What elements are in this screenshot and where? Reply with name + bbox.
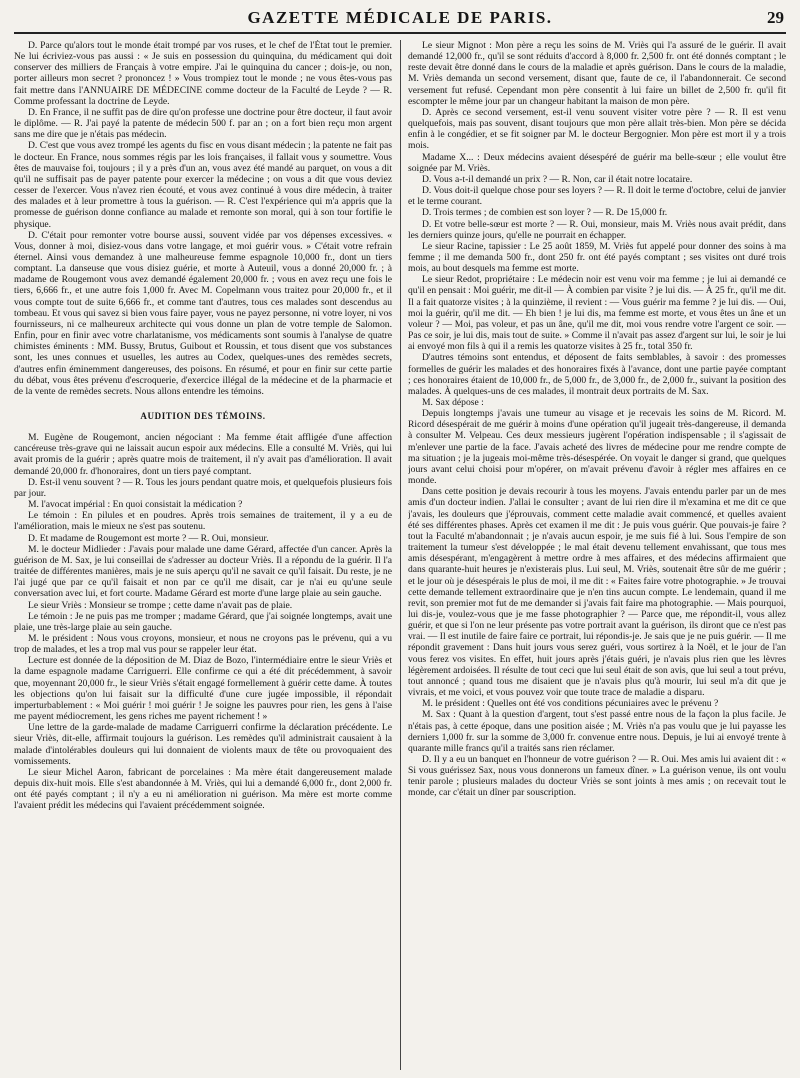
paragraph: D. Vous a-t-il demandé un prix ? — R. Non, car il était notre locataire.: [422, 173, 693, 185]
paragraph: Le sieur Michel Aaron, fabricant de porcelaines : Ma mère était dangereusement malade depuis dix-huit mois. Elle s'est abandonnée à M. Vriès, qui lui a demandé 6,000 fr., dont 2,000 fr. ont été payés comptant ; il n'y a eu ni amélioration ni guérison. Ma mère est morte comme l'avaient prédit les médecins qui l'avaient précédemment soignée.: [14, 766, 392, 812]
paragraph: Une lettre de la garde-malade de madame Carriguerri confirme la déclaration précédente. Le sieur Vriès, dit-elle, affirmait toujours la guérison. Les remèdes qu'il administrait causaient à la malade d'intolérables douleurs qui lui donnaient de violents maux de tête ou provoquaient des vomissements.: [14, 722, 392, 767]
paragraph: D. C'était pour remonter votre bourse aussi, souvent vidée par vos dépenses excessives. « Vous, donner à moi, disiez-vous dans votre langage, et moi guérir vous. » C'était votre refrain éternel. Ainsi vous demandez à une malheureuse femme espagnole 10,000 fr., dont un tiers comptant. La danseuse que vous disiez guérie, et morte à Auteuil, vous a donné 20,000 fr. ; à madame de Rougemont vous avez demandé également 20,000 fr. ; vous en avez reçu une fois le tiers, 6,666 fr., et une autre fois 1,000 fr. Avec M. Copelmann vous traitez pour 20,000 fr., et il vous compte tout de suite 6,666 fr., et comme tant d'autres, tous ces malades sont descendus au tombeau. Et vous qui savez si bien vous faire payer, vous ne payez personne, ni votre loyer, ni vos fournisseurs, ni ce malheureux architecte qui vous donne un plan de votre temple de Salomon. Enfin, pour en finir avec votre charlatanisme, vos médicaments sont soumis à l'analyse de quatre chimistes éminents : MM. Bussy, Brutus, Guibout et Roussin, et tous disent que vos substances sont, les unes connues et usuelles, les autres au Codex, quelques-unes des remèdes secrets, d'autres enfin éminemment dangereuses, des poisons. En résumé, et pour en finir sur cette partie du débat, vous êtes prévenu d'escroquerie, d'exercice illégal de la médecine et de la pharmacie et de la vente de remèdes secrets. Nous allons entendre les témoins.: [14, 229, 392, 397]
paragraph: Dans cette position je devais recourir à tous les moyens. J'avais entendu parler par un de mes amis d'un docteur indien. J'allai le consulter ; avant de lui rien dire il m'examina et me dit ce que j'avais, les douleurs que j'éprouvais, comment cette maladie avait commencé, et quelles avaient été ses différentes phases. Après cet examen il me dit : Je puis vous guérir. Que pouvais-je faire ? tout la Faculté m'abandonnait ; je n'avais aucun espoir, je me suis fié à lui. Sous l'empire de son traitement la tumeur s'est développée ; le mal était devenu tellement envahissant, que tous mes amis désespérant, m'engagèrent à mettre ordre à mes affaires, et des médecins affirmaient que dans quarante-huit heures je n'existerais plus. Lui seul, M. Vriès, soutenait être sûr de me guérir ; et le jour où je désespérais le plus de moi, il me dit : « Faites faire votre photographie. » Je trouvai cette demande tellement extraordinaire que je n'en tins aucun compte. Le lendemain, quand il me revit, son premier mot fut de me demander si j'avais fait faire ma photographie. — Mais pourquoi, lui dis-je, voulez-vous que je me fasse photographier ? — Parce que, me répondit-il, vous allez guérir, et que si l'on ne leur présente pas votre portrait avant la guérison, ils diront que ce n'est pas vrai. — Il est inutile de faire faire ce portrait, lui répondis-je. Je sais que je ne puis guérir. — Il me répondit gravement : Dans huit jours vous serez guéri, vous sortirez à la Noël, et le jour de l'an vous ferez vos visites. En effet, huit jours après j'étais guéri, je n'avais plus rien que les lèvres légèrement ardoisées. Il résulte de tout ceci que lui seul était de son avis, que lui seul a tout prévu, tout annoncé ; quand tous me disaient que je n'avais plus qu'à mourir, lui seul m'a dit que je vivrais, et me voici, et vous pouvez voir que toute trace de maladie a disparu.: [408, 486, 786, 699]
paragraph: D. Est-il venu souvent ? — R. Tous les jours pendant quatre mois, et quelquefois plusieurs fois par jour.: [14, 476, 392, 499]
paragraph: Le sieur Redot, propriétaire : Le médecin noir est venu voir ma femme ; je lui ai demandé ce qu'il en pensait : Moi guérir, me dit-il — À combien par visite ? je lui dis. — À 25 fr., qu'il me dit. Il a fait quatorze visites ; à la quinzième, il revient : — Vous guérir ma femme ? je lui dis. — Oui, moi la guérir, qu'il me dit. — Eh bien ! je lui dis, ma femme est morte, et vous êtes un âne et un voleur ? — Moi, pas voleur, et pas un âne, qu'il me dit, moi vous rendre votre l'argent ce soir. — Pas ce soir, je lui dis, mais tout de suite. » Comme il n'avait pas assez d'argent sur lui, le soir je lui ai envoyé mon fils à qui il a remis les quatorze visites à 25 fr., total 350 fr.: [408, 274, 786, 353]
paragraph: M. l'avocat impérial : En quoi consistait la médication ?: [28, 499, 243, 511]
paragraph: Le sieur Mignot : Mon père a reçu les soins de M. Vriès qui l'a assuré de le guérir. Il avait demandé 12,000 fr., qu'il se sont réduits d'accord à 8,000 fr. 2,500 fr. ont été donnés comptant ; le reste devait être donné dans le cours de la maladie et après guérison. Dans le cours de la maladie, M. Vriès demanda un second versement, disant que, faute de ce, il l'abandonnerait. Ce second versement fut refusé. Cependant mon père consentit à lui faire un billet de 2,500 fr. qu'il fit escompter le même jour par un changeur habitant la maison de mon père.: [408, 40, 786, 107]
paragraph: D. Vous doit-il quelque chose pour ses loyers ? — R. Il doit le terme d'octobre, celui de janvier et le terme courant.: [408, 185, 786, 208]
paragraph: D. Et madame de Rougemont est morte ? — R. Oui, monsieur.: [28, 532, 269, 544]
right-column: [408, 40, 786, 1074]
paragraph: M. le docteur Midlieder : J'avais pour malade une dame Gérard, affectée d'un cancer. Après la guérison de M. Sax, je lui conseillai de s'adresser au docteur Vriès. Il a répondu de la guérir. Il l'a traitée de différentes manières, mais je ne suis aperçu qu'il ne savait ce qu'il faisait. Du reste, je ne l'ai jugé que par ce qu'il faisait et non par ce qu'il me disait, car je n'ai eu qu'une seule conversation avec lui, et fort courte. Madame Gérard est morte d'une large plaie au sein gauche.: [14, 543, 392, 600]
paragraph: D. Parce qu'alors tout le monde était trompé par vos ruses, et le chef de l'État tout le premier. Ne lui écriviez-vous pas aussi : « Je suis en possession du quinquina, du médicament qui doit conserver des milliers de Français à votre empire. J'ai le quinquina du cancer ; dois-je, ou non, porter ailleurs mon secret ? prononcez ! » Vous trompiez tout le monde ; ne vous êtes-vous pas fait mettre dans l'ANNUAIRE DE MÉDECINE comme docteur de la Faculté de Leyde ? — R. Comme professant la doctrine de Leyde.: [14, 40, 392, 107]
paragraph: D. Trois termes ; de combien est son loyer ? — R. De 15,000 fr.: [422, 207, 668, 219]
paragraph: Le sieur Racine, tapissier : Le 25 août 1859, M. Vriès fut appelé pour donner des soins à ma femme ; il me demanda 500 fr., dont 250 fr. ont été payés comptant ; ses visites ont duré trois mois, au bout desquels ma femme est morte.: [408, 240, 786, 275]
paragraph: Le sieur Vriès : Monsieur se trompe ; cette dame n'avait pas de plaie.: [28, 599, 293, 611]
paragraph: M. le président : Nous vous croyons, monsieur, et nous ne croyons pas le prévenu, qui a vu trop de malades, et les a trop mal vus pour se rappeler leur état.: [14, 632, 392, 656]
column-divider: [400, 40, 401, 1070]
paragraph: D'autres témoins sont entendus, et déposent de faits semblables, à savoir : des promesses formelles de guérir les malades et des honoraires fixés à l'avance, dont une partie payée comptant ; ces honoraires étaient de 10,000 fr., de 5,000 fr., de 3,000 fr., de 2,000 fr., suivant la position des malades. À quelques-uns de ces malades, il montrait deux portraits de M. Sax.: [408, 352, 786, 397]
paragraph: M. Eugène de Rougemont, ancien négociant : Ma femme était affligée d'une affection cancéreuse très-grave qui ne laissait aucun espoir aux médecins. Elle a consulté M. Vriès, qui lui avait promis de la guérir ; après quatre mois de traitement, il n'y avait pas d'amélioration. Il avait demandé 20,000 fr. d'honoraires, dont un tiers payé comptant.: [14, 432, 392, 477]
page-number: 29: [767, 8, 784, 27]
paragraph: Le témoin : En pilules et en poudres. Après trois semaines de traitement, il y a eu de l'amélioration, mais le mieux ne s'est pas soutenu.: [14, 510, 392, 533]
paragraph: M. Sax dépose :: [422, 397, 484, 408]
paragraph: M. le président : Quelles ont été vos conditions pécuniaires avec le prévenu ?: [422, 698, 719, 710]
paragraph: D. C'est que vous avez trompé les agents du fisc en vous disant médecin ; la patente ne fait pas le docteur. En France, nous sommes régis par les lois françaises, il fallait vous y soumettre. Vous êtes de mauvaise foi, toujours ; il y a près d'un an, vous avez été mandé au parquet, on vous a dit qu'il ne suffisait pas de payer patente pour exercer la médecine ; on vous a dit que vous deviez cesser de l'exercer. Vous n'avez rien écouté, et vous avez continué à vous dire médecin, à traiter des malades et à leur promettre à tous la guérison. — R. C'est l'expérience qui m'a appris que la promesse de guérison donne confiance au malade et remonte son moral, qui à son tour fortifie le physique.: [14, 140, 392, 230]
paragraph: D. En France, il ne suffit pas de dire qu'on professe une doctrine pour être docteur, il faut avoir le diplôme. — R. J'ai payé la patente de médecin 500 f. par an ; on a fort bien reçu mon argent sans me dire que je n'étais pas médecin.: [14, 106, 392, 141]
left-column: [14, 40, 392, 1074]
paragraph: Madame X... : Deux médecins avaient désespéré de guérir ma belle-sœur ; elle voulut être soignée par M. Vriès.: [408, 151, 786, 174]
section-heading: AUDITION DES TÉMOINS.: [140, 411, 266, 421]
newspaper-title: GAZETTE MÉDICALE DE PARIS.: [247, 8, 553, 27]
page-header: [14, 6, 786, 34]
paragraph: D. Il y a eu un banquet en l'honneur de votre guérison ? — R. Oui. Mes amis lui avaient dit : « Si vous guérissez Sax, nous vous donnerons un fameux dîner. » La guérison venue, ils ont voulu tenir parole ; plusieurs malades du docteur Vriès se sont joints à mes amis ; on recevait tout le monde, car c'était un dîner par souscription.: [408, 754, 786, 799]
paragraph: D. Après ce second versement, est-il venu souvent visiter votre père ? — R. Il est venu quelquefois, mais pas souvent, disant toujours que mon père allait très-bien. Mon père se décida enfin à le congédier, et se fit soigner par M. le docteur Bergognier. Mon père est mort il y a trois mois.: [408, 106, 786, 152]
paragraph: D. Et votre belle-sœur est morte ? — R. Oui, monsieur, mais M. Vriès nous avait prédit, dans les derniers quinze jours, qu'elle ne pourrait en échapper.: [408, 218, 786, 241]
paragraph: Lecture est donnée de la déposition de M. Diaz de Bozo, l'intermédiaire entre le sieur Vriès et la dame espagnole madame Carriguerri. Elle confirme ce qui a été dit précédemment, à savoir que, moyennant 20,000 fr., le sieur Vriès s'était engagé formellement à guérir cette dame. À toutes les objections qu'on lui faisait sur la difficulté d'une cure jugée impossible, il répondait imperturbablement : « Moi guérir ! moi guérir ! Je soigne les pauvres pour rien, les gens à l'aise me payent médiocrement, les gens riches me payent richement ! »: [14, 655, 392, 723]
paragraph: Le témoin : Je ne puis pas me tromper ; madame Gérard, que j'ai soignée longtemps, avait une plaie, une très-large plaie au sein gauche.: [14, 610, 392, 633]
paragraph: M. Sax : Quant à la question d'argent, tout s'est passé entre nous de la façon la plus facile. Je n'étais pas, à cette époque, dans une position aisée ; M. Vriès n'a pas voulu que je lui payasse les derniers 1,000 fr. sur la somme de 3,000 fr. convenue entre nous. Depuis, je lui ai envoyé trente à quarante mille francs qu'il a traités sans rien réclamer.: [408, 709, 786, 754]
paragraph: Depuis longtemps j'avais une tumeur au visage et je recevais les soins de M. Ricord. M. Ricord désespérait de me guérir à moins d'une opération qu'il jugeait très-dangereuse, il demanda à consulter M. Velpeau. Ces deux messieurs jugèrent l'opération indispensable ; il s'agissait de m'enlever une partie de la face. J'avais acheté des livres de médecine pour me rendre compte de ma situation ; je la jugeais moi-même très-désespérée. On voyait le danger si grand, que quelques jours avant celui choisi pour m'opérer, on m'avait prévenu d'avoir à régler mes affaires en ce monde.: [408, 408, 786, 487]
